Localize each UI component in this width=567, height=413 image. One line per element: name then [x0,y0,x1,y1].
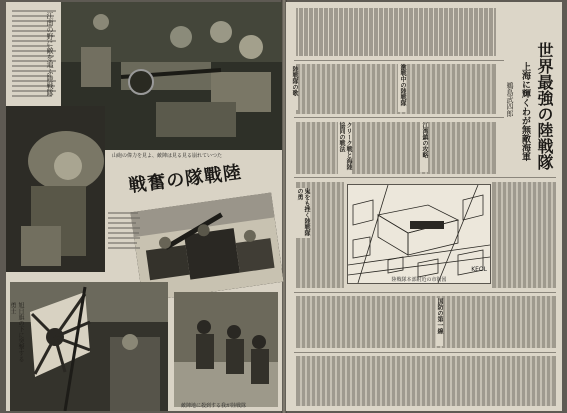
mid-caption: 山砲の偉力を見よ、敵陣は見る見る崩れていつた [112,153,223,159]
subhead-4: 激戦中の陸戦隊 [398,64,406,112]
left-lower-text [108,212,140,252]
author-name: 鵜島武四郎 [506,82,514,117]
illustration-sign: KEOL [471,266,487,273]
subhead-3: 江湾鎮の攻略 [420,122,428,172]
mid-caption-block [112,153,222,159]
subhead-5: 鬼をも挫く陸戦隊の勇 [296,188,310,236]
left-page [6,2,282,411]
top-left-caption: 江南の野に敵を追ふ陸戦隊 [46,12,54,96]
assault-troops-icon [174,292,278,407]
city-map-icon [348,185,490,283]
subhead-6: 国防の第一線 [436,298,443,346]
article-headline: 世界最強の陸戦隊 [535,42,554,170]
illustration-caption: 陸戦隊本部附近の市街図 [391,277,447,283]
photo-assault-troops [174,292,278,407]
article-subheadline: 上海に輝くわが無敵海軍 [520,62,530,161]
bottom-left-caption: 旭日旗の下に突撃する勇士 [9,302,24,362]
soldier-figure-icon [6,106,105,272]
bottom-caption: 敵陣地に殺到する我が陸戦隊 [181,403,247,409]
right-page [286,2,562,411]
street-map-illustration [347,184,491,284]
rising-sun-flag-icon [10,282,168,411]
photo-flag-charge [10,282,168,411]
photo-soldier-closeup [6,106,105,272]
subhead-2: クリーク戦と海陸協同の戦法 [338,122,352,174]
subhead-1: 陸戦隊の歌 [290,66,298,110]
article-banner-title: 戦奮の隊戰陸 [127,162,244,197]
